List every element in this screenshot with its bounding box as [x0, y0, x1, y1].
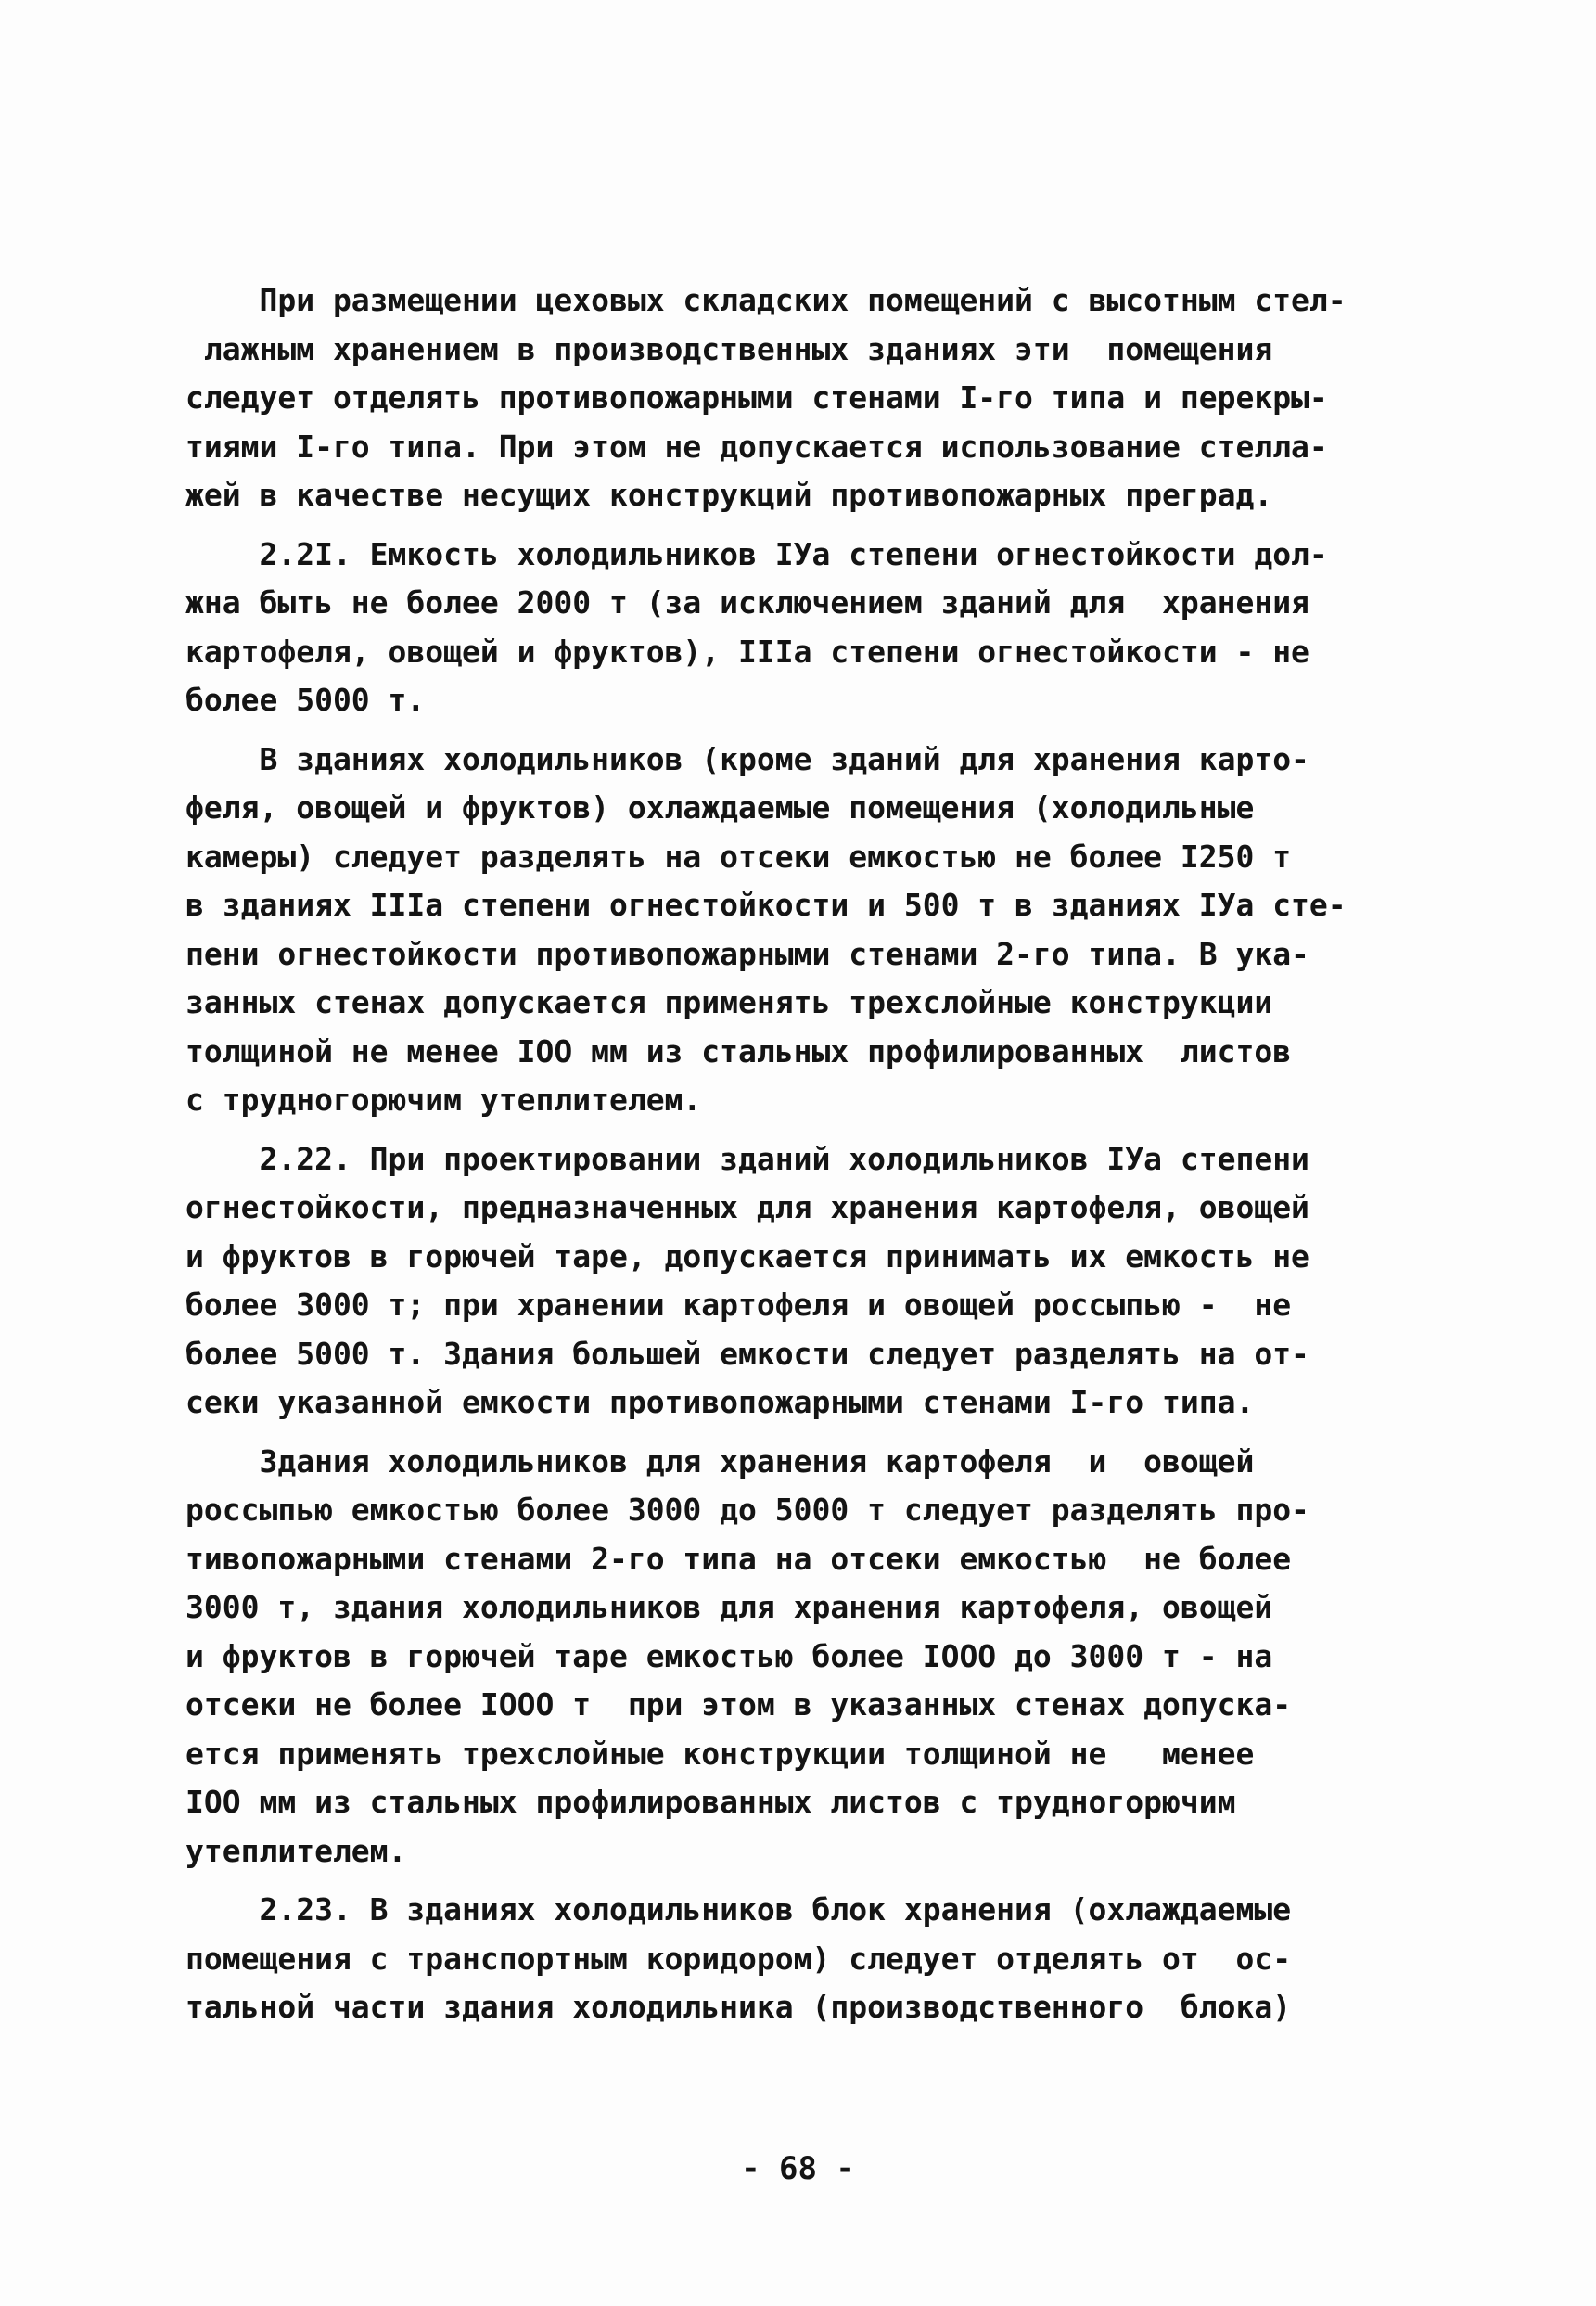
text-line: толщиной не менее IOO мм из стальных профилированных листов	[185, 1032, 1292, 1070]
text-line: тальной части здания холодильника (производственного блока)	[185, 1989, 1292, 2025]
text-line: тивопожарными стенами 2-го типа на отсеки емкостью не более	[185, 1540, 1292, 1577]
page-number: - 68 -	[741, 2150, 855, 2187]
text-line: жна быть не более 2000 т (за исключением зданий для хранения	[185, 584, 1309, 621]
paragraph-rack-storage	[185, 276, 1447, 520]
text-line: ется применять трехслойные конструкции толщиной не менее	[185, 1735, 1255, 1772]
text-line: Здания холодильников для хранения картофеля и овощей	[185, 1442, 1255, 1480]
text-line: занных стенах допускается применять трехслойные конструкции	[185, 984, 1273, 1020]
text-line: камеры) следует разделять на отсеки емкостью не более I250 т	[185, 838, 1292, 875]
text-line: 2.23. В зданиях холодильников блок хранения (охлаждаемые	[185, 1891, 1292, 1928]
text-line: IOO мм из стальных профилированных листов с трудногорючим	[185, 1784, 1236, 1820]
text-line: более 5000 т.	[185, 682, 426, 718]
text-line: более 3000 т; при хранении картофеля и овощей россыпью - не	[185, 1287, 1292, 1323]
text-line: помещения с транспортным коридором) следует отделять от ос-	[185, 1940, 1292, 1977]
text-line: с трудногорючим утеплителем.	[185, 1082, 702, 1118]
text-line: 2.22. При проектировании зданий холодильников IУа степени	[185, 1140, 1309, 1177]
text-line: огнестойкости, предназначенных для хранения картофеля, овощей	[185, 1189, 1309, 1225]
text-line: отсеки не более IOOO т при этом в указанных стенах допуска-	[185, 1686, 1292, 1723]
text-line: 2.2I. Емкость холодильников IУа степени огнестойкости дол-	[185, 535, 1328, 572]
text-line: 3000 т, здания холодильников для хранения картофеля, овощей	[185, 1589, 1273, 1625]
paragraph-2-22	[185, 1135, 1447, 1428]
text-line: в зданиях IIIа степени огнестойкости и 500 т в зданиях IУа сте-	[185, 887, 1347, 923]
text-line: лажным хранением в производственных зданиях эти помещения	[185, 330, 1273, 367]
text-line: В зданиях холодильников (кроме зданий для хранения карто-	[185, 740, 1309, 777]
text-line: феля, овощей и фруктов) охлаждаемые помещения (холодильные	[185, 789, 1255, 826]
text-line: секи указанной емкости противопожарными стенами I-го типа.	[185, 1384, 1255, 1420]
text-line: При размещении цеховых складских помещений с высотным стел-	[185, 282, 1347, 318]
text-line: жей в качестве несущих конструкций противопожарных преград.	[185, 477, 1273, 513]
text-line: более 5000 т. Здания большей емкости следует разделять на от-	[185, 1335, 1309, 1372]
text-line: и фруктов в горючей таре, допускается принимать их емкость не	[185, 1237, 1309, 1275]
text-line: тиями I-го типа. При этом не допускается использование стелла-	[185, 428, 1328, 465]
text-line: утеплителем.	[185, 1832, 407, 1869]
text-line: картофеля, овощей и фруктов), IIIа степени огнестойкости - не	[185, 633, 1309, 670]
document-body	[185, 276, 1447, 2032]
text-line: россыпью емкостью более 3000 до 5000 т следует разделять про-	[185, 1492, 1309, 1528]
paragraph-bulk-storage	[185, 1438, 1447, 1877]
text-line: следует отделять противопожарными стенами I-го типа и перекры-	[185, 379, 1328, 416]
paragraph-2-21	[185, 531, 1447, 725]
paragraph-cold-rooms	[185, 736, 1447, 1125]
text-line: пени огнестойкости противопожарными стенами 2-го типа. В ука-	[185, 935, 1309, 972]
text-line: и фруктов в горючей таре емкостью более IOOO до 3000 т - на	[185, 1637, 1273, 1674]
paragraph-2-23	[185, 1886, 1447, 2032]
